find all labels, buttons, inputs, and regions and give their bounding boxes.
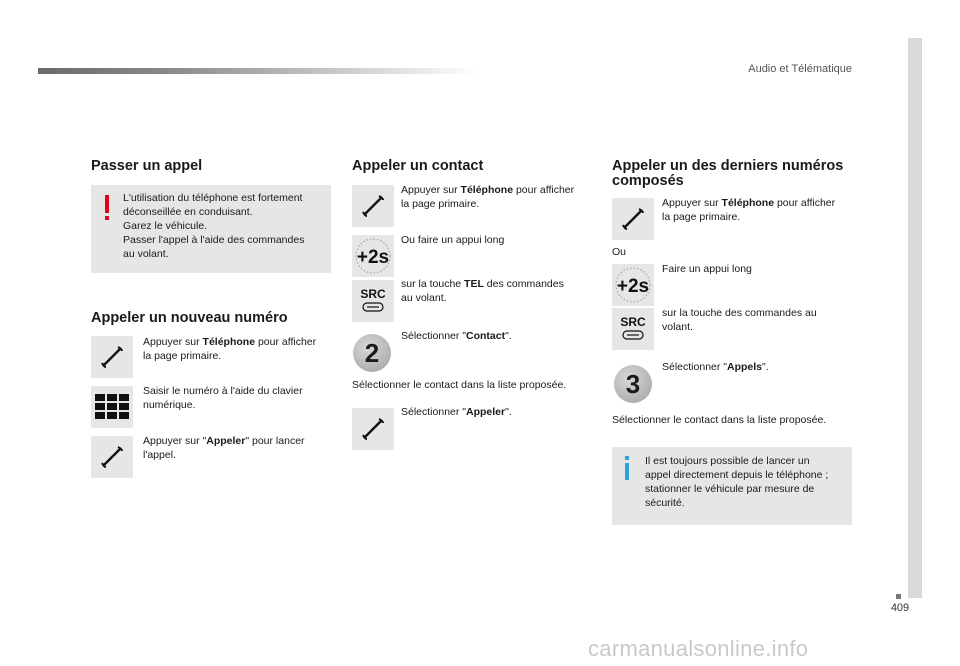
- warning-icon: [103, 195, 111, 221]
- step-text: des commandes: [483, 278, 564, 290]
- info-box: [612, 447, 852, 525]
- watermark: carmanualsonline.info: [588, 636, 809, 661]
- col1-subtitle: Appeler un nouveau numéro: [91, 310, 288, 326]
- step-text: la page primaire.: [143, 350, 222, 362]
- step-keyword: Appeler: [466, 406, 506, 418]
- warning-line: Passer l'appel à l'aide des commandes: [123, 234, 305, 246]
- long-press-icon: [352, 235, 394, 277]
- page-marker: [896, 594, 901, 599]
- info-line: sécurité.: [645, 497, 685, 509]
- step-text: pour afficher: [774, 197, 836, 209]
- phone-icon: [91, 336, 133, 378]
- step-number-badge: 2: [353, 334, 391, 372]
- step-text: pour afficher: [255, 336, 317, 348]
- step-text: volant.: [662, 321, 693, 333]
- warning-box: [91, 185, 331, 273]
- step-text: ".: [762, 361, 769, 373]
- step-text: l'appel.: [143, 449, 176, 461]
- src-label: SRC: [620, 315, 646, 329]
- step-text: pour afficher: [513, 184, 575, 196]
- step-text: la page primaire.: [401, 198, 480, 210]
- step-text: Faire un appui long: [662, 263, 752, 275]
- step-keyword: Téléphone: [460, 184, 514, 196]
- step-text: Ou faire un appui long: [401, 234, 505, 246]
- page-number: 409: [890, 602, 910, 614]
- long-press-label: +2s: [356, 247, 390, 268]
- step-keyword: Appeler: [206, 435, 246, 447]
- step-text: Appuyer sur: [401, 184, 461, 196]
- info-icon: [623, 456, 631, 480]
- step-text: Sélectionner le contact dans la liste proposée.: [612, 414, 827, 426]
- step-keyword: Téléphone: [202, 336, 256, 348]
- step-text: Appuyer sur: [143, 336, 203, 348]
- step-keyword: Téléphone: [721, 197, 775, 209]
- step-keyword: TEL: [464, 278, 484, 290]
- long-press-icon: [612, 264, 654, 306]
- keypad-icon: [91, 386, 133, 428]
- step-text: Sélectionner ": [401, 406, 467, 418]
- step-text: Sélectionner le contact dans la liste proposée.: [352, 379, 567, 391]
- or-label: Ou: [612, 246, 627, 258]
- step-text: sur la touche: [401, 278, 465, 290]
- step-keyword: Appels: [727, 361, 763, 373]
- step-text: ".: [505, 330, 512, 342]
- step-text: Sélectionner ": [401, 330, 467, 342]
- info-line: stationner le véhicule par mesure de: [645, 483, 815, 495]
- warning-line: L'utilisation du téléphone est fortement: [123, 192, 303, 204]
- step-text: la page primaire.: [662, 211, 741, 223]
- col3-title: Appeler un des derniers numéros: [612, 158, 844, 174]
- step-text: Sélectionner ": [662, 361, 728, 373]
- info-line: appel directement depuis le téléphone ;: [645, 469, 829, 481]
- step-text: numérique.: [143, 399, 196, 411]
- info-line: Il est toujours possible de lancer un: [645, 455, 810, 467]
- long-press-label: +2s: [616, 276, 650, 297]
- col1-title: Passer un appel: [91, 158, 203, 174]
- warning-line: déconseillée en conduisant.: [123, 206, 253, 218]
- step-text: Appuyer sur ": [143, 435, 207, 447]
- col2-title: Appeler un contact: [352, 158, 484, 174]
- src-label: SRC: [360, 287, 386, 301]
- warning-line: au volant.: [123, 248, 169, 260]
- step-text: au volant.: [401, 292, 447, 304]
- step-text: ".: [505, 406, 512, 418]
- col3-title: composés: [612, 173, 684, 189]
- phone-icon: [352, 185, 394, 227]
- phone-icon: [352, 408, 394, 450]
- phone-icon: [91, 436, 133, 478]
- src-button-icon: [352, 280, 394, 322]
- header-gradient-bar: [38, 68, 478, 74]
- src-button-icon: [612, 308, 654, 350]
- step-text: sur la touche des commandes au: [662, 307, 817, 319]
- section-title: Audio et Télématique: [748, 63, 852, 75]
- step-text: Saisir le numéro à l'aide du clavier: [143, 385, 303, 397]
- step-number-badge: 3: [614, 365, 652, 403]
- page-sidebar-strip: [908, 38, 922, 598]
- phone-icon: [612, 198, 654, 240]
- step-keyword: Contact: [466, 330, 506, 342]
- step-text: Appuyer sur: [662, 197, 722, 209]
- step-text: " pour lancer: [245, 435, 305, 447]
- warning-line: Garez le véhicule.: [123, 220, 208, 232]
